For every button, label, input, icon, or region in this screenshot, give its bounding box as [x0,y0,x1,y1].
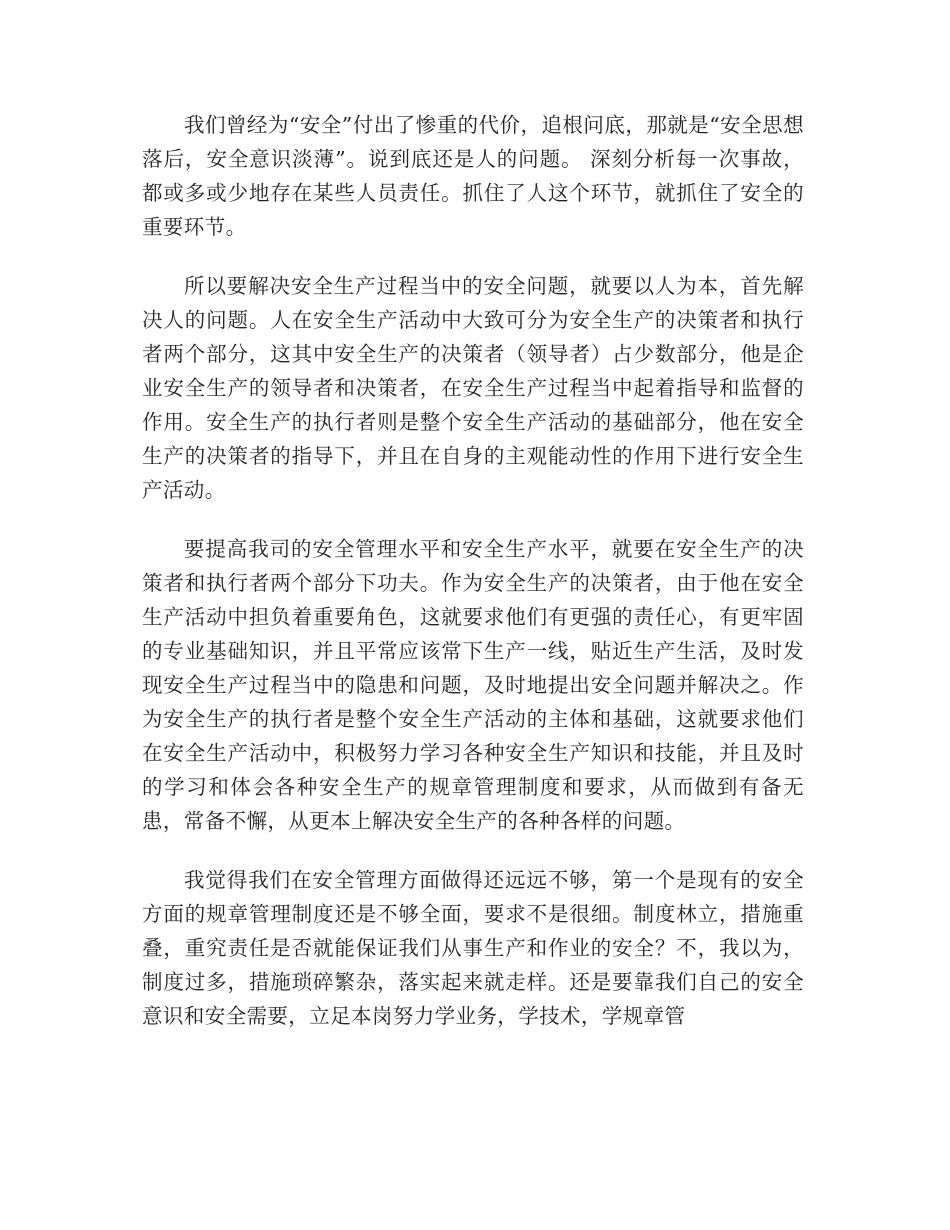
paragraph-3: 要提高我司的安全管理水平和安全生产水平，就要在安全生产的决策者和执行者两个部分下功夫。作为安全生产的决策者，由于他在安全生产活动中担负着重要角色，这就要求他们有更强的责任心，有更牢固的专业基础知识，并且平常应该常下生产一线，贴近生产生活，及时发现安全生产过程当中的隐患和问题，及时地提出安全问题并解决之。作为安全生产的执行者是整个安全生产活动的主体和基础，这就要求他们在安全生产活动中，积极努力学习各种安全生产知识和技能，并且及时的学习和体会各种安全生产的规章管理制度和要求，从而做到有备无患，常备不懈，从更本上解决安全生产的各种各样的问题。 [142,537,804,833]
document-body [142,108,804,1058]
paragraph-2: 所以要解决安全生产过程当中的安全问题，就要以人为本，首先解决人的问题。人在安全生产活动中大致可分为安全生产的决策者和执行者两个部分，这其中安全生产的决策者（领导者）占少数部分，他是企业安全生产的领导者和决策者，在安全生产过程当中起着指导和监督的作用。安全生产的执行者则是整个安全生产活动的基础部分，他在安全生产的决策者的指导下，并且在自身的主观能动性的作用下进行安全生产活动。 [142,274,804,502]
paragraph-4: 我觉得我们在安全管理方面做得还远远不够，第一个是现有的安全方面的规章管理制度还是不够全面，要求不是很细。制度林立，措施重叠，重究责任是否就能保证我们从事生产和作业的安全？不，我以为，制度过多，措施琐碎繁杂，落实起来就走样。还是要靠我们自己的安全意识和安全需要，立足本岗努力学业务，学技术，学规章管 [142,868,804,1028]
paragraph-1: 我们曾经为“安全”付出了惨重的代价，追根问底，那就是“安全思想落后，安全意识淡薄”。说到底还是人的问题。 深刻分析每一次事故，都或多或少地存在某些人员责任。抓住了人这个环节，就抓住了安全的重要环节。 [142,113,804,239]
